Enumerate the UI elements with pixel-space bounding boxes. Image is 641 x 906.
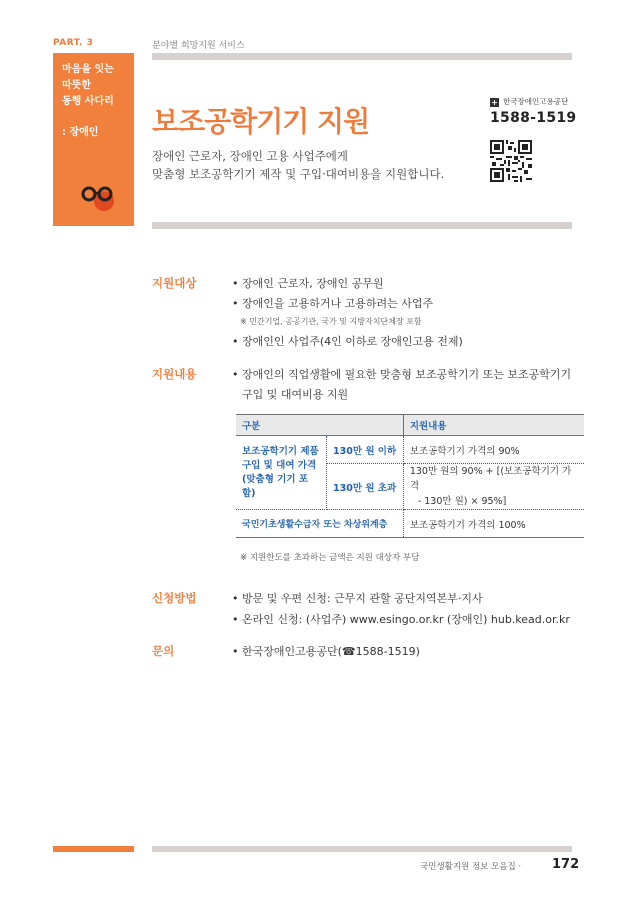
footer-title: 국민생활지원 정보 모음집 · <box>420 862 522 872</box>
list-item: • 온라인 신청: (사업주) www.esingo.or.kr (장애인) hub.kead.or.kr <box>232 613 570 626</box>
group-label-line: (맞춤형 기기 포함) <box>242 473 309 499</box>
list-item: • 방문 및 우편 신청: 근무지 관할 공단지역본부·지사 <box>232 592 483 605</box>
table-note: ※ 지원한도를 초과하는 금액은 지원 대상자 부담 <box>240 553 420 563</box>
content-label: 지원내용 <box>152 367 197 381</box>
part-label: PART. 3 <box>53 38 94 48</box>
apply-label: 신청방법 <box>152 591 197 605</box>
support-line: - 130만 원) × 95%] <box>417 496 507 507</box>
table-cell-condition: 130만 원 이하 <box>327 436 404 464</box>
category-box <box>53 53 134 226</box>
support-line: 130만 원의 90% + [(보조공학기기 가격 <box>409 466 572 492</box>
section-title: 분야별 희망지원 서비스 <box>152 41 245 51</box>
group-label <box>236 436 327 510</box>
tagline-line: 마음을 잇는 <box>62 64 114 75</box>
footer-bar <box>152 846 572 852</box>
glasses-icon <box>80 181 116 217</box>
table-header: 지원내용 <box>403 415 584 436</box>
table-cell-support: 보조공학기기 가격의 100% <box>403 510 584 538</box>
group-label-line: 보조공학기기 제품 <box>242 445 319 457</box>
contact-phone: 1588-1519 <box>490 110 577 126</box>
contact-org-name: 한국장애인고용공단 <box>503 97 569 106</box>
mid-divider <box>152 222 572 229</box>
category-tagline <box>62 62 132 110</box>
category-target: : 장애인 <box>62 127 99 138</box>
footer-bar-accent <box>53 846 134 852</box>
content-line: • 장애인의 직업생활에 필요한 맞춤형 보조공학기기 또는 보조공학기기 <box>232 368 572 381</box>
table-cell-condition: 130만 원 초과 <box>327 464 404 510</box>
list-item: • 장애인인 사업주(4인 이하로 장애인고용 전제) <box>232 335 463 348</box>
tagline-line: 따뜻한 <box>62 80 91 91</box>
table-cell-condition: 국민기초생활수급자 또는 차상위계층 <box>236 510 403 538</box>
content-line: 구입 및 대여비용 지원 <box>242 388 349 401</box>
table-header: 구분 <box>236 415 403 436</box>
top-divider <box>152 53 572 60</box>
target-label: 지원대상 <box>152 276 197 290</box>
list-item: • 장애인을 고용하거나 고용하려는 사업주 <box>232 297 434 310</box>
group-label-line: 구입 및 대여 가격 <box>242 459 317 471</box>
description-line: 맞춤형 보조공학기기 제작 및 구입·대여비용을 지원합니다. <box>152 167 445 181</box>
table-cell-support: 보조공학기기 가격의 90% <box>403 436 584 464</box>
page-description <box>152 147 444 183</box>
qr-code-icon <box>490 140 532 182</box>
list-item: • 장애인 근로자, 장애인 공무원 <box>232 277 384 290</box>
inquiry-label: 문의 <box>152 644 175 658</box>
plus-icon: + <box>491 98 498 107</box>
tagline-line: 동행 사다리 <box>62 96 114 107</box>
table-cell-support <box>403 464 584 510</box>
page-number: 172 <box>552 857 580 872</box>
contact-org <box>490 96 568 107</box>
support-table <box>236 414 584 538</box>
page-title: 보조공학기기 지원 <box>152 105 370 138</box>
target-note: ※ 민간기업, 공공기관, 국가 및 지방자치단체장 포함 <box>240 317 422 326</box>
list-item: • 한국장애인고용공단(☎1588-1519) <box>232 645 420 658</box>
description-line: 장애인 근로자, 장애인 고용 사업주에게 <box>152 149 349 163</box>
